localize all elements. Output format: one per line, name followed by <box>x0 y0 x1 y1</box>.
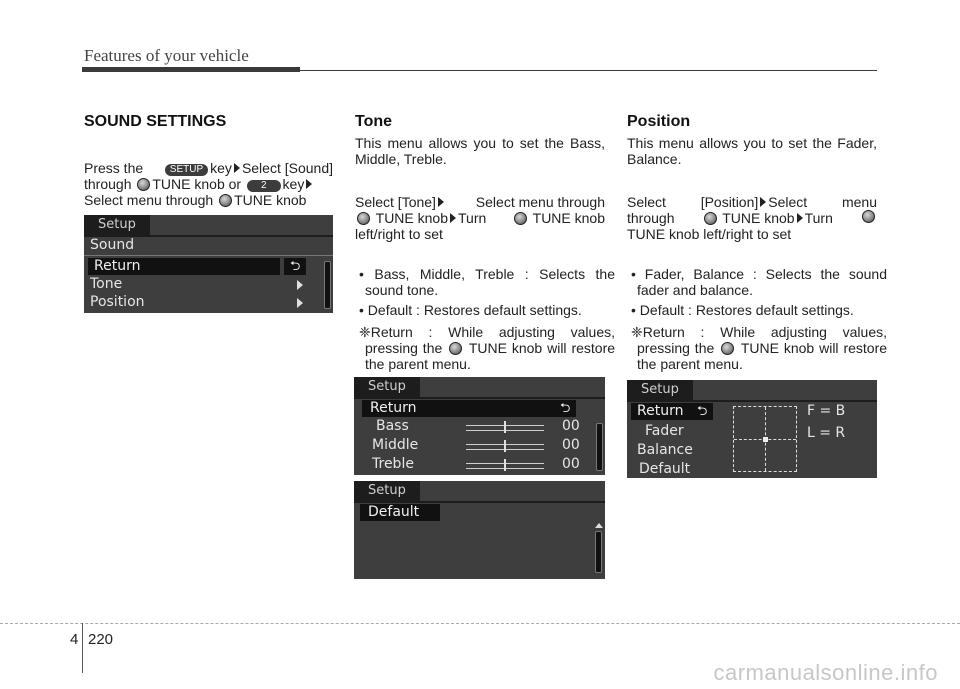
line <box>627 194 877 210</box>
menu-item-position[interactable]: Position <box>90 294 145 310</box>
tone-return-note <box>355 324 615 372</box>
screen-title: Sound <box>90 237 135 253</box>
sound-line-2 <box>84 176 333 192</box>
divider <box>84 255 333 256</box>
text: key <box>210 160 232 176</box>
tab-underline <box>354 397 605 399</box>
tune-knob-icon <box>219 194 232 207</box>
balance-value: L = R <box>807 425 846 441</box>
sound-instructions <box>84 160 333 208</box>
bass-label: Bass <box>376 418 409 434</box>
middle-slider[interactable] <box>466 444 544 450</box>
bass-value: 00 <box>562 418 580 434</box>
text: Select menu through <box>84 192 214 208</box>
menu-item-return[interactable]: Return <box>88 258 280 275</box>
middle-label: Middle <box>372 437 419 453</box>
menu-item-default[interactable]: Default <box>360 504 440 521</box>
screen-tab: Setup <box>354 481 420 501</box>
menu-item-default[interactable]: Default <box>639 461 691 477</box>
scrollbar[interactable] <box>596 423 603 471</box>
setup-key-icon: SETUP <box>165 164 208 176</box>
menu-item-fader[interactable]: Fader <box>645 423 684 439</box>
arrow-right-icon <box>234 163 240 173</box>
preset-key-icon: 2 <box>247 180 281 192</box>
screen-tab: Setup <box>84 215 150 235</box>
menu-item-return[interactable]: Return <box>631 403 693 420</box>
scroll-up-icon[interactable] <box>595 523 603 528</box>
tone-bullet-2: • Default : Restores default settings. <box>359 302 582 318</box>
text: through <box>84 176 132 192</box>
tune-knob-icon <box>137 178 150 191</box>
tone-screen <box>354 377 605 475</box>
menu-item-return[interactable]: Return <box>362 400 562 417</box>
text: TUNE knob <box>532 210 605 226</box>
tune-knob-icon <box>704 212 717 225</box>
tab-underline <box>627 400 877 402</box>
text: Select <box>627 194 666 210</box>
line <box>355 210 605 226</box>
page-number: 220 <box>88 631 114 648</box>
tune-knob-icon <box>514 212 527 225</box>
screen-tab: Setup <box>354 377 420 397</box>
footer-rule <box>0 623 960 624</box>
page-header-title: Features of your vehicle <box>84 46 249 65</box>
tone-select-instructions <box>355 194 605 242</box>
menu-item-tone[interactable]: Tone <box>90 276 123 292</box>
position-return-note <box>627 324 887 372</box>
text: Turn <box>804 210 833 226</box>
treble-slider[interactable] <box>466 463 544 469</box>
tune-knob-icon <box>357 212 370 225</box>
line <box>627 210 877 226</box>
chevron-right-icon <box>297 298 303 308</box>
tone-bullet-1: • Bass, Middle, Treble : Selects the sound tone. <box>359 266 615 298</box>
text: ❈Return : While adjusting values, pressing the <box>359 324 615 356</box>
text: Select [Sound] <box>241 160 333 176</box>
treble-label: Treble <box>372 456 414 472</box>
tune-knob-icon <box>862 210 875 223</box>
text: [Position] <box>700 194 759 210</box>
text: through <box>627 210 675 226</box>
text: Select menu through <box>475 194 605 210</box>
arrow-right-icon <box>306 179 312 189</box>
arrow-right-icon <box>760 197 766 207</box>
text: Select <box>768 194 808 210</box>
watermark: carmanualsonline.info <box>713 660 938 685</box>
slider-thumb[interactable] <box>504 440 506 452</box>
arrow-right-icon <box>438 197 444 207</box>
text: TUNE knob <box>375 210 448 226</box>
bass-slider[interactable] <box>466 425 544 431</box>
text: Turn <box>458 210 487 226</box>
fader-value: F = B <box>807 403 846 419</box>
return-icon: ⮌ <box>691 403 713 420</box>
line <box>355 194 605 210</box>
screen-tab: Setup <box>627 380 693 400</box>
position-description: This menu allows you to set the Fader, Balance. <box>627 135 877 167</box>
text: TUNE knob will restore the parent menu. <box>637 340 888 372</box>
header-rule-thin <box>300 70 877 71</box>
fader-balance-grid[interactable] <box>733 406 797 472</box>
position-bullet-1: • Fader, Balance : Selects the sound fader and balance. <box>631 266 887 298</box>
arrow-right-icon <box>797 213 803 223</box>
tune-knob-icon <box>721 342 734 355</box>
return-icon: ⮌ <box>284 258 306 275</box>
position-bullet-2: • Default : Restores default settings. <box>631 302 854 318</box>
tab-underline <box>354 501 605 503</box>
header-rule-thick <box>82 67 300 72</box>
position-marker[interactable] <box>763 437 768 442</box>
sound-menu-screen <box>84 215 333 313</box>
tone-description: This menu allows you to set the Bass, Middle, Treble. <box>355 135 605 167</box>
scrollbar[interactable] <box>324 261 331 309</box>
tone-heading: Tone <box>355 113 393 130</box>
position-select-instructions <box>627 194 877 242</box>
text: TUNE knob <box>234 192 307 208</box>
tune-knob-icon <box>449 342 462 355</box>
slider-thumb[interactable] <box>504 459 506 471</box>
arrow-right-icon <box>450 213 456 223</box>
sound-line-3 <box>84 192 333 208</box>
treble-value: 00 <box>562 456 580 472</box>
tone-default-screen <box>354 481 605 579</box>
position-heading: Position <box>627 113 691 130</box>
sound-settings-heading: SOUND SETTINGS <box>84 113 227 130</box>
text: menu <box>841 194 877 210</box>
slider-thumb[interactable] <box>504 421 506 433</box>
footer-divider <box>82 623 83 673</box>
middle-value: 00 <box>562 437 580 453</box>
text: ❈Return : While adjusting values, pressing the <box>631 324 887 356</box>
menu-item-balance[interactable]: Balance <box>637 442 693 458</box>
position-screen <box>627 380 877 478</box>
text: left/right to set <box>355 226 443 242</box>
sound-line-1 <box>84 160 333 176</box>
text: TUNE knob <box>722 210 795 226</box>
scrollbar[interactable] <box>595 531 602 573</box>
text: key <box>282 176 305 192</box>
return-icon: ⮌ <box>554 400 576 417</box>
text: Press the <box>84 160 144 176</box>
chapter-number: 4 <box>70 631 79 648</box>
text: TUNE knob left/right to set <box>627 226 792 242</box>
text: TUNE knob will restore the parent menu. <box>365 340 616 372</box>
text: TUNE knob or <box>152 176 242 192</box>
text: Select [Tone] <box>355 194 436 210</box>
chevron-right-icon <box>297 280 303 290</box>
